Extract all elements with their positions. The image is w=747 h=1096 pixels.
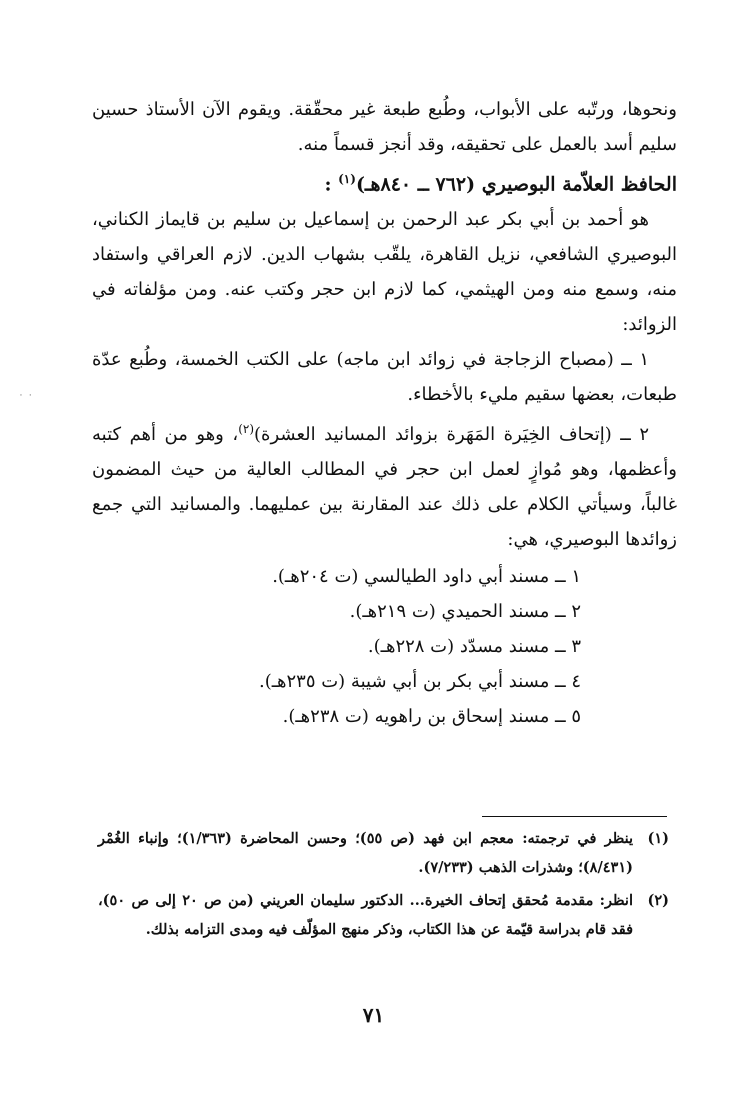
footnote-1 — [98, 824, 669, 882]
work-item-1: ١ ــ (مصباح الزجاجة في زوائد ابن ماجه) على الكتب الخمسة، وطُبع عدّة طبعات، بعضها سقيم مليء بالأخطاء. — [92, 349, 677, 406]
margin-mark: ٠ ٠ — [18, 388, 34, 401]
heading-footnote-ref: (١) — [338, 172, 356, 186]
biography-paragraph: هو أحمد بن أبي بكر عبد الرحمن بن إسماعيل بن سليم بن قايماز الكناني، البوصيري الشافعي، نزيل القاهرة، يلقّب بشهاب الدين. لازم العراقي واستفاد منه، وسمع منه ومن الهيثمي، كما لازم ابن حجر وكتب عنه. ومن مؤلفاته في الزوائد: — [92, 209, 677, 336]
section-heading — [92, 162, 677, 202]
musnad-list — [92, 559, 677, 734]
work-item-2-description: ، وهو من أهم كتبه وأعظمها، وهو مُوازٍ لعمل ابن حجر في المطالب العالية من حيث المضمون غالباً، وسيأتي الكلام على ذلك عند المقارنة بين عمليهما. والمسانيد التي جمع زوائدها البوصيري، هي: — [92, 424, 677, 551]
heading-colon: : — [324, 173, 332, 196]
work-item-2-footnote-ref: (٢) — [238, 422, 255, 437]
musnad-item: ١ ــ مسند أبي داود الطيالسي (ت ٢٠٤هـ). — [272, 566, 581, 588]
footnote-number: (١) — [647, 830, 669, 847]
musnad-item: ٣ ــ مسند مسدّد (ت ٢٢٨هـ). — [367, 636, 581, 658]
musnad-item: ٥ ــ مسند إسحاق بن راهويه (ت ٢٣٨هـ). — [282, 706, 581, 728]
heading-title: الحافظ العلاّمة البوصيري (٧٦٢ ــ ٨٤٠هـ) — [355, 173, 677, 196]
musnad-item: ٢ ــ مسند الحميدي (ت ٢١٩هـ). — [349, 601, 581, 623]
musnad-item: ٤ ــ مسند أبي بكر بن أبي شيبة (ت ٢٣٥هـ). — [258, 671, 581, 693]
work-item-2-title: ٢ ــ (إتحاف الخِيَرة المَهَرة بزوائد المسانيد العشرة) — [254, 424, 649, 446]
main-text — [92, 92, 677, 734]
footnote-text: ينظر في ترجمته: معجم ابن فهد (ص ٥٥)؛ وحسن المحاضرة (١/٣٦٣)؛ وإنباء الغُمْر (٨/٤٣١)؛ وشذرات الذهب (٧/٢٣٣). — [98, 830, 633, 876]
footnote-number: (٢) — [647, 892, 669, 909]
footnote-separator — [482, 816, 667, 817]
footnote-2 — [98, 886, 669, 944]
footnote-text: انظر: مقدمة مُحقق إتحاف الخيرة... الدكتور سليمان العريني (من ص ٢٠ إلى ص ٥٠)، فقد قام بدراسة قيّمة عن هذا الكتاب، وذكر منهج المؤلّف فيه ومدى التزامه بذلك. — [98, 892, 633, 938]
page-number: ٧١ — [362, 1003, 385, 1027]
footnotes — [98, 824, 669, 948]
intro-paragraph: ونحوها، ورتّبه على الأبواب، وطُبع طبعة غير محقّقة. ويقوم الآن الأستاذ حسين سليم أسد بالعمل على تحقيقه، وقد أنجز قسماً منه. — [92, 99, 677, 155]
work-item-2 — [92, 412, 677, 557]
